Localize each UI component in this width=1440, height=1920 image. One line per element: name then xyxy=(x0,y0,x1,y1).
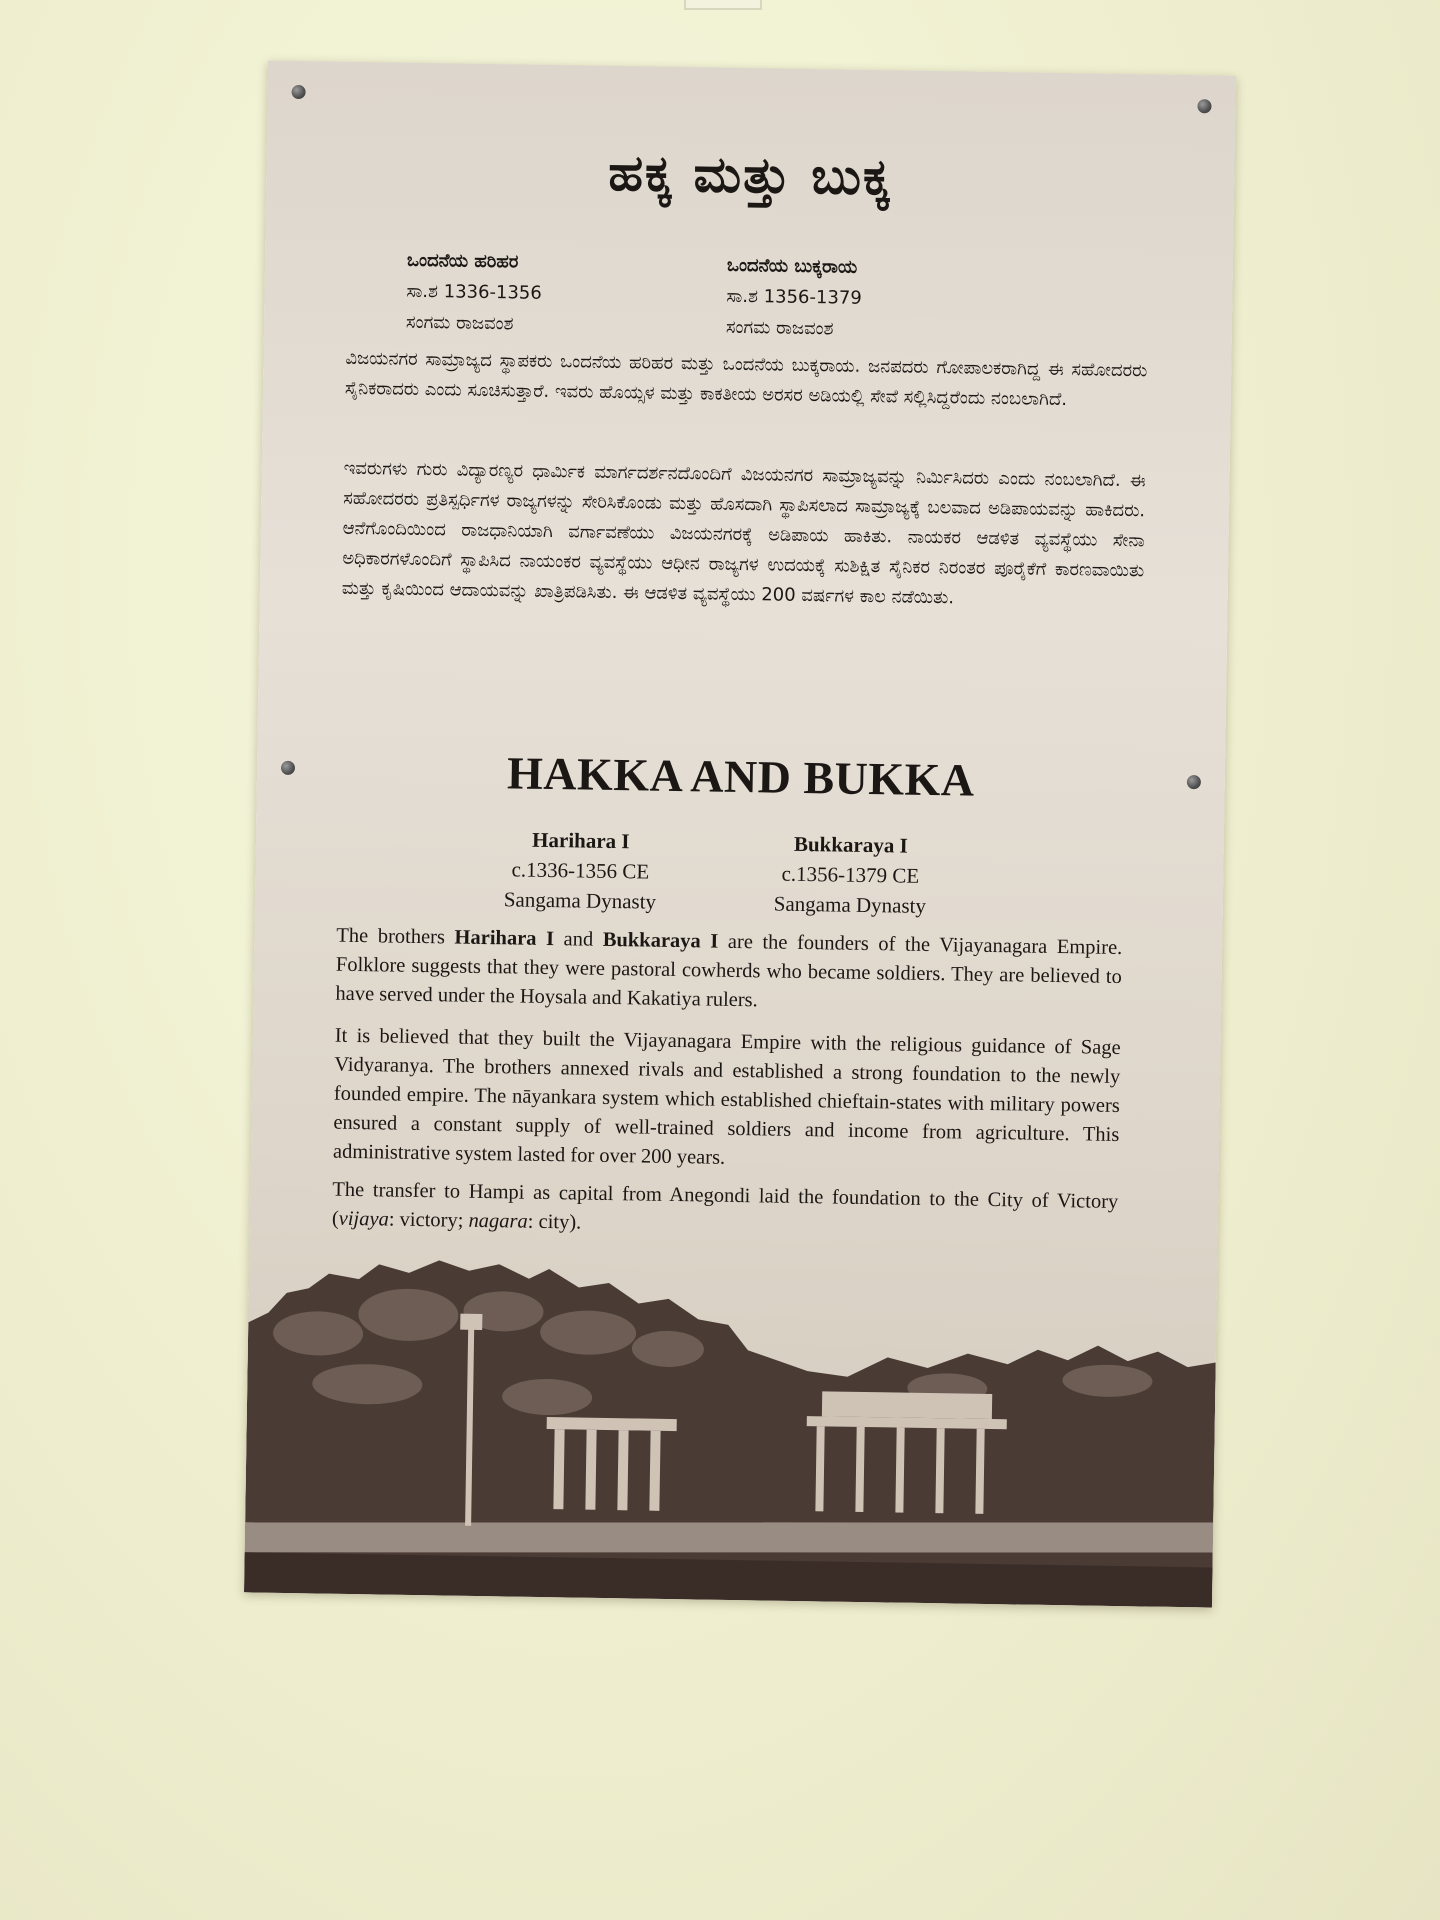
english-p1-text-2: and xyxy=(553,928,603,951)
english-ruler-1-dynasty: Sangama Dynasty xyxy=(503,887,657,914)
english-p1-text-3: are the founders of the Vijayanagara Empire. Folklore suggests that they were pastoral cowherds who became soldiers. They are believed to have served under the Hoysala and Kakatiya rulers. xyxy=(335,930,1123,1012)
kannada-ruler-1-name: ಒಂದನೆಯ ಹರಿಹರ xyxy=(406,249,519,273)
english-p3-text-1: The transfer to Hampi as capital from Anegondi laid the foundation to the City of Victory ( xyxy=(331,1178,1119,1230)
english-paragraph-2: It is believed that they built the Vijayanagara Empire with the religious guidance of Sage Vidyaranya. The brothers annexed rivals and established a strong foundation to the newly founded empire. The nāyankara system which established chieftain-states with military powers ensured a constant supply of well-trained soldiers and income from agriculture. This administrative system lasted for over 200 years. xyxy=(332,1024,1121,1169)
english-title: HAKKA AND BUKKA xyxy=(506,747,976,806)
kannada-ruler-1 xyxy=(406,245,543,340)
english-p3-text-3: : city). xyxy=(527,1210,582,1234)
kannada-ruler-1-dates: ಸಾ.ಶ 1336-1356 xyxy=(406,280,542,304)
english-ruler-2 xyxy=(735,828,966,922)
kannada-title: ಹಕ್ಕ ಮತ್ತು ಬುಕ್ಕ xyxy=(607,143,893,207)
kannada-ruler-2-dates: ಸಾ.ಶ 1356-1379 xyxy=(726,285,862,309)
english-ruler-2-dates: c.1356-1379 CE xyxy=(781,861,920,888)
screw-top-left xyxy=(291,85,305,99)
kannada-paragraph-1: ವಿಜಯನಗರ ಸಾಮ್ರಾಜ್ಯದ ಸ್ಥಾಪಕರು ಒಂದನೆಯ ಹರಿಹರ ಮತ್ತು ಒಂದನೆಯ ಬುಕ್ಕರಾಯ. ಜನಪದರು ಗೋಪಾಲಕರಾಗಿದ್ದ ಈ ಸಹೋದರರು ಸೈನಿಕರಾದರು ಎಂದು ಸೂಚಿಸುತ್ತಾರೆ. ಇವರು ಹೊಯ್ಸಳ ಮತ್ತು ಕಾಕತೀಯ ಅರಸರ ಅಡಿಯಲ್ಲಿ ಸೇವೆ ಸಲ್ಲಿಸಿದ್ದರೆಂದು ನಂಬಲಾಗಿದೆ. xyxy=(344,347,1148,411)
english-ruler-1-dates: c.1336-1356 CE xyxy=(511,857,650,884)
english-p3-italic-vijaya: vijaya xyxy=(338,1207,389,1231)
english-paragraph-1 xyxy=(335,922,1122,1021)
english-paragraph-3 xyxy=(332,1176,1119,1246)
english-ruler-2-name: Bukkaraya I xyxy=(793,831,908,858)
information-sign-panel xyxy=(244,60,1236,1607)
hampi-ruins-illustration xyxy=(244,1252,1217,1607)
kannada-ruler-2-name: ಒಂದನೆಯ ಬುಕ್ಕರಾಯ xyxy=(726,254,858,278)
english-p1-bold-harihara: Harihara I xyxy=(454,926,555,951)
english-p1-text-1: The brothers xyxy=(336,924,455,949)
english-ruler-1 xyxy=(465,824,696,918)
screw-top-right xyxy=(1197,99,1211,113)
kannada-ruler-2-dynasty: ಸಂಗಮ ರಾಜವಂಶ xyxy=(725,316,834,340)
wall-hook xyxy=(684,0,762,10)
english-p3-text-2: : victory; xyxy=(388,1208,469,1232)
english-p1-bold-bukkaraya: Bukkaraya I xyxy=(602,928,719,953)
kannada-ruler-1-dynasty: ಸಂಗಮ ರಾಜವಂಶ xyxy=(405,311,514,335)
english-ruler-1-name: Harihara I xyxy=(531,827,630,854)
kannada-ruler-2 xyxy=(726,250,863,345)
english-p3-italic-nagara: nagara xyxy=(468,1209,528,1233)
english-ruler-2-dynasty: Sangama Dynasty xyxy=(773,891,927,918)
kannada-paragraph-2: ಇವರುಗಳು ಗುರು ವಿದ್ಯಾರಣ್ಯರ ಧಾರ್ಮಿಕ ಮಾರ್ಗದರ್ಶನದೊಂದಿಗೆ ವಿಜಯನಗರ ಸಾಮ್ರಾಜ್ಯವನ್ನು ನಿರ್ಮಿಸಿದರು ಎಂದು ನಂಬಲಾಗಿದೆ. ಈ ಸಹೋದರರು ಪ್ರತಿಸ್ಪರ್ಧಿಗಳ ರಾಜ್ಯಗಳನ್ನು ಸೇರಿಸಿಕೊಂಡು ಮತ್ತು ಹೊಸದಾಗಿ ಸ್ಥಾಪಿಸಲಾದ ಸಾಮ್ರಾಜ್ಯಕ್ಕೆ ಬಲವಾದ ಅಡಿಪಾಯವನ್ನು ಹಾಕಿದರು. ಆನೆಗೊಂದಿಯಿಂದ ರಾಜಧಾನಿಯಾಗಿ ವರ್ಗಾವಣೆಯು ವಿಜಯನಗರಕ್ಕೆ ಅಡಿಪಾಯ ಹಾಕಿತು. ನಾಯಕರ ಆಡಳಿತ ವ್ಯವಸ್ಥೆಯು ಸೇನಾ ಅಧಿಕಾರಗಳೊಂದಿಗೆ ಸ್ಥಾಪಿಸಿದ ನಾಯಂಕರ ವ್ಯವಸ್ಥೆಯು ಆಧೀನ ರಾಜ್ಯಗಳ ಉದಯಕ್ಕೆ ಸುಶಿಕ್ಷಿತ ಸೈನಿಕರ ನಿರಂತರ ಪೂರೈಕೆಗೆ ಕಾರಣವಾಯಿತು ಮತ್ತು ಕೃಷಿಯಿಂದ ಆದಾಯವನ್ನು ಖಾತ್ರಿಪಡಿಸಿತು. ಈ ಆಡಳಿತ ವ್ಯವಸ್ಥೆಯು 200 ವರ್ಷಗಳ ಕಾಲ ನಡೆಯಿತು. xyxy=(341,457,1146,609)
